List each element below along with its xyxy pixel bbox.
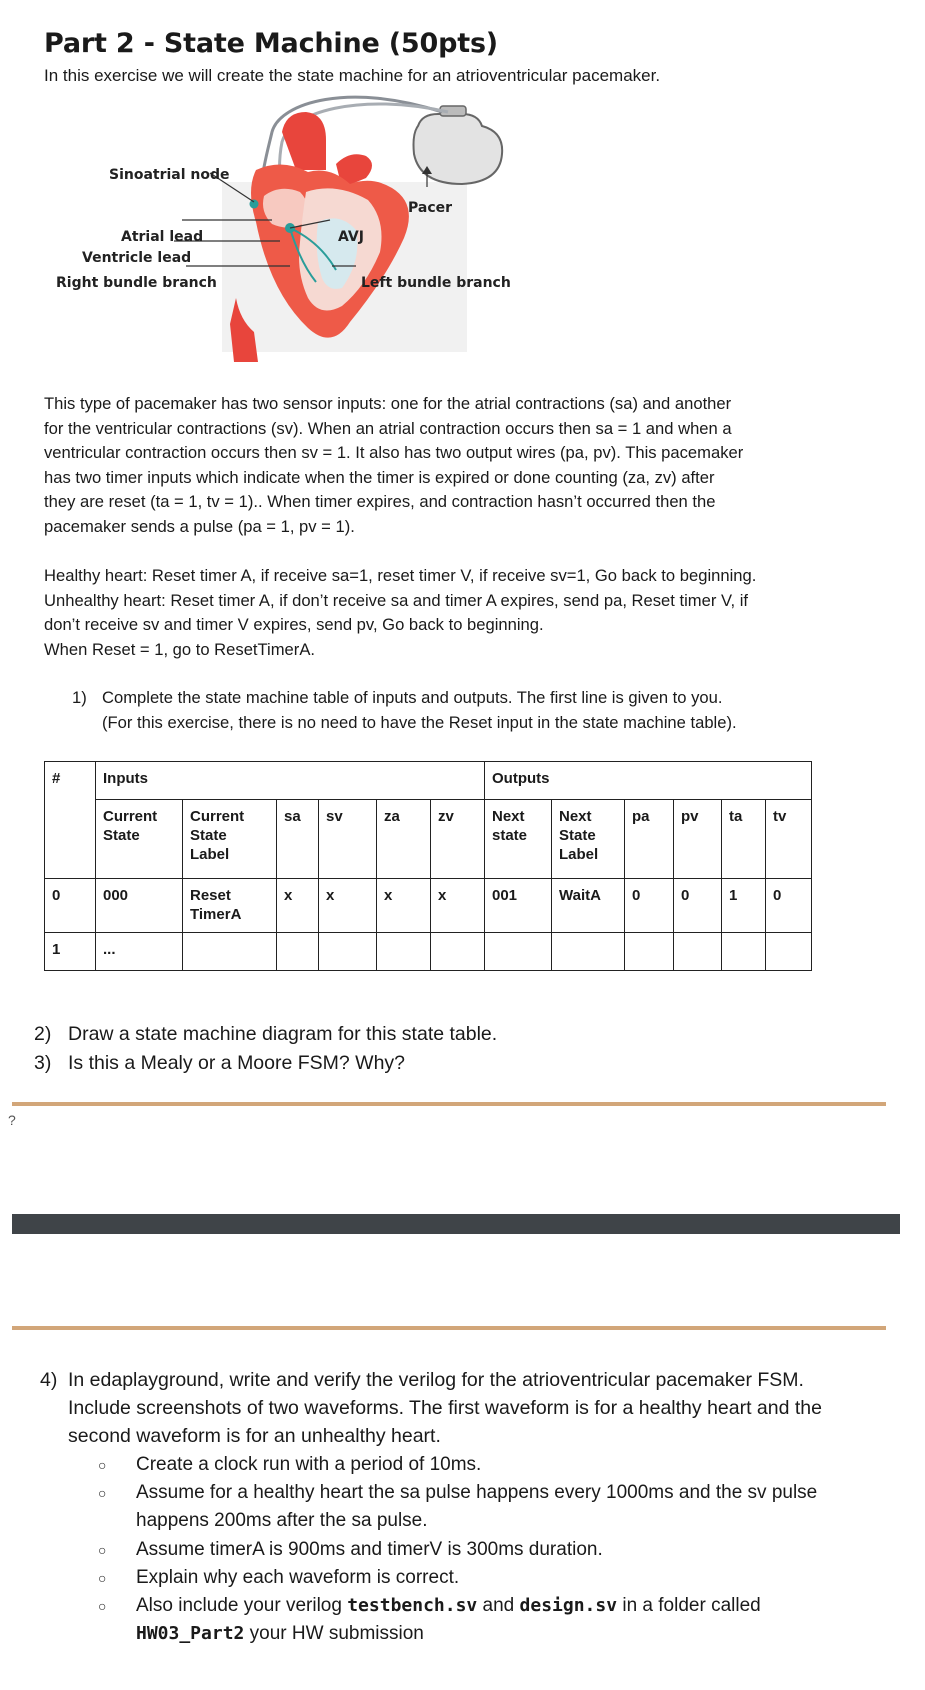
filename-design: design.sv — [519, 1595, 618, 1617]
aorta-icon — [282, 112, 326, 170]
table-cell: 1 — [722, 879, 766, 933]
question-4: 4) In edaplayground, write and verify the verilog for the atrioventricular pacemaker FSM. Include screenshots of two waveforms. The first waveform is for a healthy heart and the second waveform is for an unhealthy heart. — [40, 1369, 822, 1448]
pacemaker-heart-diagram — [50, 92, 530, 362]
column-header: za — [377, 800, 431, 879]
table-cell — [431, 933, 485, 971]
table-cell — [625, 933, 674, 971]
question-4-bullets: ○ Create a clock run with a period of 10ms. ○ Assume for a healthy heart the sa pulse happens every 1000ms and the sv pulse happens 200ms after the sa pulse. ○ Assume timerA is 900ms and timerV is 300ms duration. ○ Explain why each waveform is correct. ○ Also include your verilog testbench.sv and design.sv in a folder called HW03_Part2 your HW submission — [98, 1451, 898, 1648]
folder-name: HW03_Part2 — [136, 1623, 245, 1645]
label-sinoatrial-node: Sinoatrial node — [109, 167, 230, 183]
inputs-header: Inputs — [96, 762, 485, 800]
list-item: ○ Assume timerA is 900ms and timerV is 300ms duration. — [98, 1536, 898, 1564]
list-item: ○ Also include your verilog testbench.sv and design.sv in a folder called — [98, 1592, 898, 1620]
label-right-bundle-branch: Right bundle branch — [56, 275, 217, 291]
table-cell — [277, 933, 319, 971]
bullet-circle-icon: ○ — [98, 1569, 107, 1586]
table-cell: 001 — [485, 879, 552, 933]
table-row — [45, 879, 812, 933]
column-header: sv — [319, 800, 377, 879]
table-cell: 0 — [674, 879, 722, 933]
label-pacer: Pacer — [408, 200, 453, 216]
table-cell — [377, 933, 431, 971]
table-cell: 0 — [766, 879, 812, 933]
bullet-circle-icon: ○ — [98, 1457, 107, 1473]
column-header: Current State — [96, 800, 183, 879]
table-column-headers — [45, 800, 812, 879]
label-avj: AVJ — [338, 229, 364, 245]
label-atrial-lead: Atrial lead — [121, 229, 204, 245]
table-cell — [766, 933, 812, 971]
page-title: Part 2 - State Machine (50pts) — [44, 28, 498, 59]
column-header: pv — [674, 800, 722, 879]
bullet-circle-icon: ○ — [98, 1541, 107, 1558]
question-2: 2) Draw a state machine diagram for this state table. — [34, 1023, 498, 1045]
state-machine-table — [44, 761, 812, 971]
table-cell: x — [377, 879, 431, 933]
table-cell: x — [431, 879, 485, 933]
behavior-paragraph: Healthy heart: Reset timer A, if receive sa=1, reset timer V, if receive sv=1, Go back to beginning. Unhealthy heart: Reset timer A, if don’t receive sa and timer A expires, send pa, Reset timer V, if don’t receive sv and timer V expires, send pv, Go back to beginning. When Reset = 1, go to ResetTimerA. — [44, 566, 757, 659]
outputs-header: Outputs — [485, 762, 812, 800]
table-row — [45, 933, 812, 971]
question-3: 3) Is this a Mealy or a Moore FSM? Why? — [34, 1051, 406, 1074]
column-header: Next State Label — [552, 800, 625, 879]
bullet-circle-icon: ○ — [98, 1485, 107, 1502]
column-header: ta — [722, 800, 766, 879]
margin-mark: ? — [8, 1112, 16, 1128]
description-paragraph: This type of pacemaker has two sensor inputs: one for the atrial contractions (sa) and another for the ventricular contractions (sv). When an atrial contraction occurs then sa = 1 and when a ventricular contraction occurs then sv = 1. It also has two output wires (pa, pv). This pacemaker has two timer inputs which indicate when the timer is expired or done counting (za, zv) after they are reset (ta = 1, tv = 1).. When timer expires, and contraction hasn’t occurred then the pacemaker sends a pulse (pa = 1, pv = 1). — [44, 394, 744, 536]
table-cell: 0 — [625, 879, 674, 933]
table-cell: x — [277, 879, 319, 933]
table-cell: 000 — [96, 879, 183, 933]
column-header: Current State Label — [183, 800, 277, 879]
table-cell — [722, 933, 766, 971]
label-left-bundle-branch: Left bundle branch — [361, 275, 511, 291]
question-1: 1) Complete the state machine table of inputs and outputs. The first line is given to you. (For this exercise, there is no need to have the Reset input in the state machine table). — [72, 688, 737, 732]
list-item: ○ Explain why each waveform is correct. — [98, 1564, 898, 1592]
divider-tan-bottom — [12, 1326, 886, 1330]
label-ventricle-lead: Ventricle lead — [82, 250, 192, 266]
hash-header: # — [45, 762, 96, 879]
divider-tan-top — [12, 1102, 886, 1106]
bullet-circle-icon: ○ — [98, 1598, 107, 1615]
table-group-header — [45, 762, 812, 800]
questions-2-3 — [34, 1020, 497, 1077]
column-header: zv — [431, 800, 485, 879]
column-header: pa — [625, 800, 674, 879]
divider-dark-band — [12, 1214, 900, 1234]
column-header: tv — [766, 800, 812, 879]
table-cell: ... — [96, 933, 183, 971]
column-header: Next state — [485, 800, 552, 879]
table-cell: 1 — [45, 933, 96, 971]
sinoatrial-node-marker — [250, 200, 259, 209]
table-cell — [674, 933, 722, 971]
column-header: sa — [277, 800, 319, 879]
table-cell: Reset TimerA — [183, 879, 277, 933]
table-cell — [552, 933, 625, 971]
table-cell — [319, 933, 377, 971]
table-cell: WaitA — [552, 879, 625, 933]
table-cell — [485, 933, 552, 971]
list-item: ○ Create a clock run with a period of 10ms. — [98, 1451, 898, 1479]
table-cell — [183, 933, 277, 971]
table-cell: x — [319, 879, 377, 933]
intro-text: In this exercise we will create the state machine for an atrioventricular pacemaker. — [44, 66, 661, 85]
list-item: ○ Assume for a healthy heart the sa pulse happens every 1000ms and the sv pulse — [98, 1479, 898, 1507]
table-cell: 0 — [45, 879, 96, 933]
filename-testbench: testbench.sv — [347, 1595, 478, 1617]
